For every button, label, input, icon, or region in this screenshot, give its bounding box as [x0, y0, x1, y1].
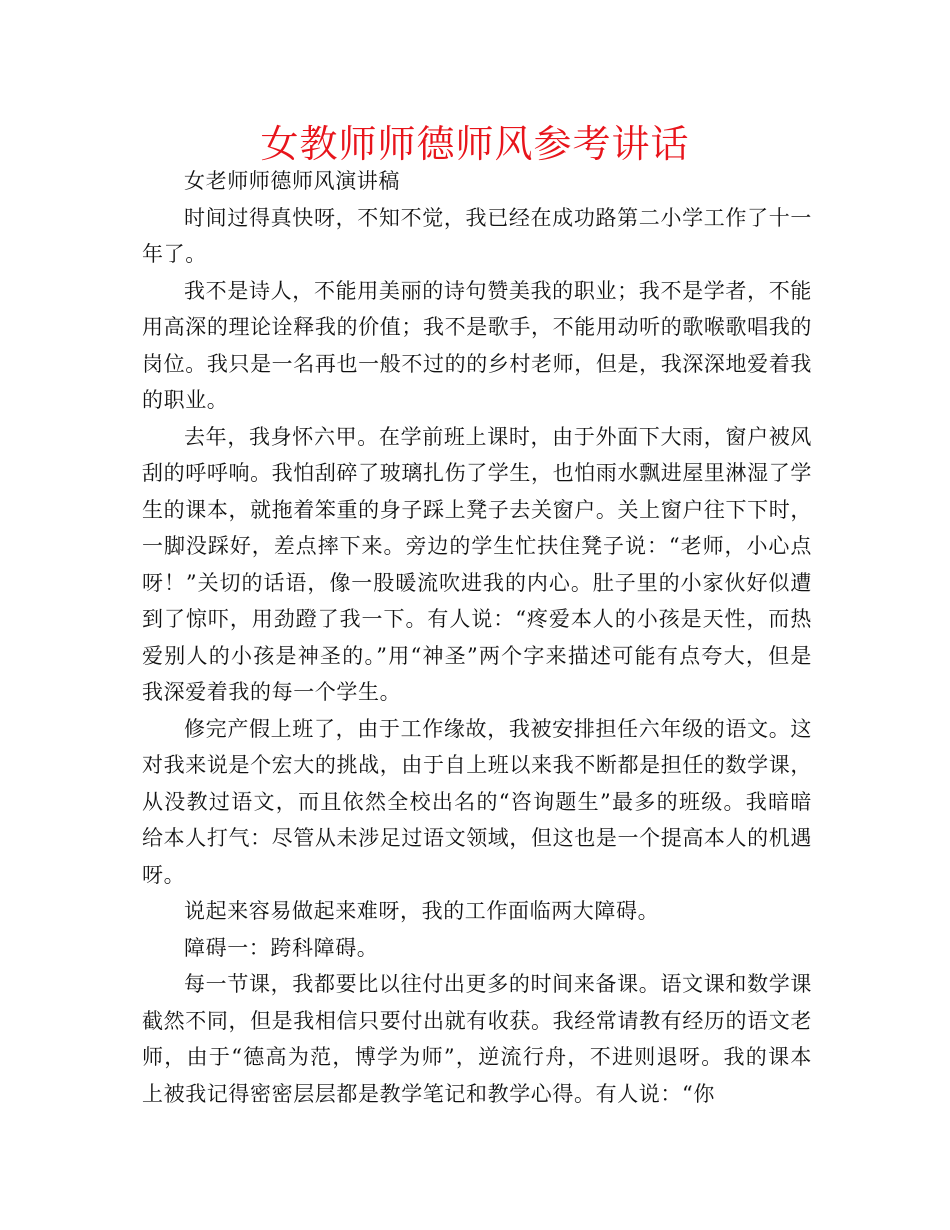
body-paragraph: 每一节课，我都要比以往付出更多的时间来备课。语文课和数学课截然不同，但是我相信只要付出就有收获。我经常请教有经历的语文老师，由于“德高为范，博学为师”，逆流行舟，不进则退呀。我的课本上被我记得密密层层都是教学笔记和教学心得。有人说：“你 [142, 972, 812, 1106]
document-body [142, 163, 812, 1112]
body-paragraph: 时间过得真快呀，不知不觉，我已经在成功路第二小学工作了十一年了。 [142, 205, 812, 266]
body-paragraph: 去年，我身怀六甲。在学前班上课时，由于外面下大雨，窗户被风刮的呼呼响。我怕刮碎了玻璃扎伤了学生，也怕雨水飘进屋里淋湿了学生的课本，就拖着笨重的身子踩上凳子去关窗户。关上窗户往下下时，一脚没踩好，差点摔下来。旁边的学生忙扶住凳子说：“老师，小心点呀！”关切的话语，像一股暖流吹进我的内心。肚子里的小家伙好似遭到了惊吓，用劲蹬了我一下。有人说：“疼爱本人的小孩是天性，而热爱别人的小孩是神圣的。”用“神圣”两个字来描述可能有点夸大，但是我深爱着我的每一个学生。 [142, 424, 812, 704]
document-title: 女教师师德师风参考讲话 [260, 122, 690, 166]
body-paragraph: 障碍一：跨科障碍。 [184, 935, 379, 960]
subtitle-paragraph: 女老师师德师风演讲稿 [184, 169, 400, 193]
body-paragraph: 我不是诗人，不能用美丽的诗句赞美我的职业；我不是学者，不能用高深的理论诠释我的价值；我不是歌手，不能用动听的歌喉歌唱我的岗位。我只是一名再也一般不过的的乡村老师，但是，我深深地爱着我的职业。 [142, 278, 812, 412]
body-paragraph: 说起来容易做起来难呀，我的工作面临两大障碍。 [184, 899, 660, 923]
body-paragraph: 修完产假上班了，由于工作缘故，我被安排担任六年级的语文。这对我来说是个宏大的挑战，由于自上班以来我不断都是担任的数学课，从没教过语文，而且依然全校出名的“咨询题生”最多的班级。我暗暗给本人打气：尽管从未涉足过语文领域，但这也是一个提高本人的机遇呀。 [142, 716, 812, 887]
